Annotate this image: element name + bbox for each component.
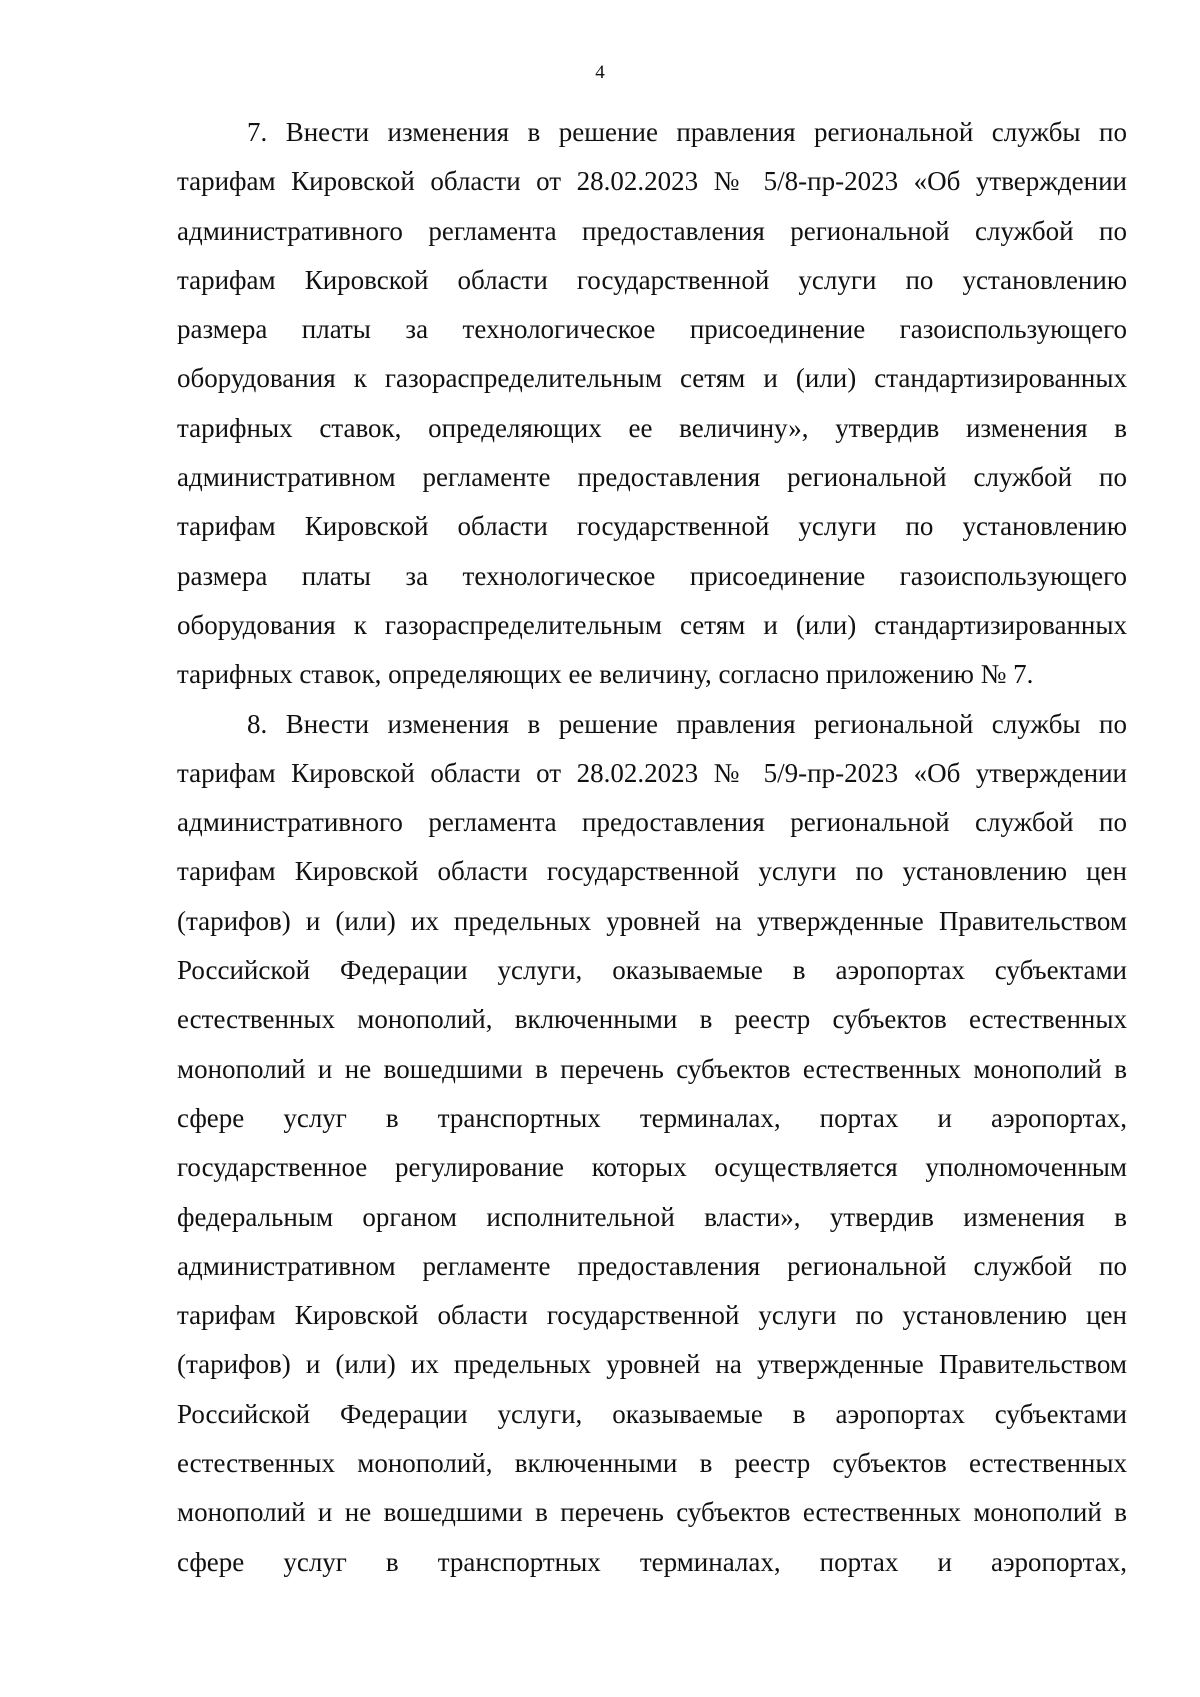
document-body xyxy=(177,108,1127,1587)
text-line: тарифных ставок, определяющих ее величину, согласно приложению № 7. xyxy=(177,659,1034,690)
text-line: административном регламенте предоставления региональной службой по xyxy=(177,1250,1127,1281)
text-line: естественных монополий, включенными в реестр субъектов естественных xyxy=(177,1448,1127,1479)
text-line: размера платы за технологическое присоединение газоиспользующего xyxy=(177,560,1127,591)
text-line: оборудования к газораспределительным сетям и (или) стандартизированных xyxy=(177,363,1127,394)
text-line: сфере услуг в транспортных терминалах, портах и аэропортах, xyxy=(177,1102,1127,1133)
text-line: естественных монополий, включенными в реестр субъектов естественных xyxy=(177,1004,1127,1035)
text-line: размера платы за технологическое присоединение газоиспользующего xyxy=(177,314,1127,345)
text-line: тарифам Кировской области от 28.02.2023 № 5/8-пр-2023 «Об утверждении xyxy=(177,166,1127,197)
text-line: 7. Внести изменения в решение правления региональной службы по xyxy=(247,117,1127,147)
text-line: тарифам Кировской области государственной услуги по установлению цен xyxy=(177,1300,1127,1331)
text-line: оборудования к газораспределительным сетям и (или) стандартизированных xyxy=(177,609,1127,640)
text-line: административном регламенте предоставления региональной службой по xyxy=(177,462,1127,493)
text-line: (тарифов) и (или) их предельных уровней на утвержденные Правительством xyxy=(177,1349,1127,1380)
text-line: монополий и не вошедшими в перечень субъектов естественных монополий в xyxy=(177,1053,1127,1084)
text-line: тарифам Кировской области государственной услуги по установлению цен xyxy=(177,856,1127,887)
text-line: государственное регулирование которых осуществляется уполномоченным xyxy=(177,1152,1127,1183)
paragraph-item-7 xyxy=(177,108,1127,700)
paragraph-item-8 xyxy=(177,700,1127,1587)
text-line: административного регламента предоставления региональной службой по xyxy=(177,215,1127,246)
text-line: Российской Федерации услуги, оказываемые в аэропортах субъектами xyxy=(177,955,1127,986)
text-line: административного регламента предоставления региональной службой по xyxy=(177,807,1127,838)
text-line: 8. Внести изменения в решение правления региональной службы по xyxy=(247,708,1127,739)
text-line: тарифных ставок, определяющих ее величину», утвердив изменения в xyxy=(177,412,1127,443)
text-line: тарифам Кировской области государственной услуги по установлению xyxy=(177,511,1127,542)
text-line: (тарифов) и (или) их предельных уровней на утвержденные Правительством xyxy=(177,905,1127,936)
text-line: тарифам Кировской области государственной услуги по установлению xyxy=(177,264,1127,295)
text-line: федеральным органом исполнительной власти», утвердив изменения в xyxy=(177,1201,1127,1232)
text-line: монополий и не вошедшими в перечень субъектов естественных монополий в xyxy=(177,1497,1127,1528)
text-line: тарифам Кировской области от 28.02.2023 № 5/9-пр-2023 «Об утверждении xyxy=(177,757,1127,788)
text-line: сфере услуг в транспортных терминалах, портах и аэропортах, xyxy=(177,1546,1127,1577)
text-line: Российской Федерации услуги, оказываемые в аэропортах субъектами xyxy=(177,1398,1127,1429)
page-number: 4 xyxy=(595,62,605,83)
